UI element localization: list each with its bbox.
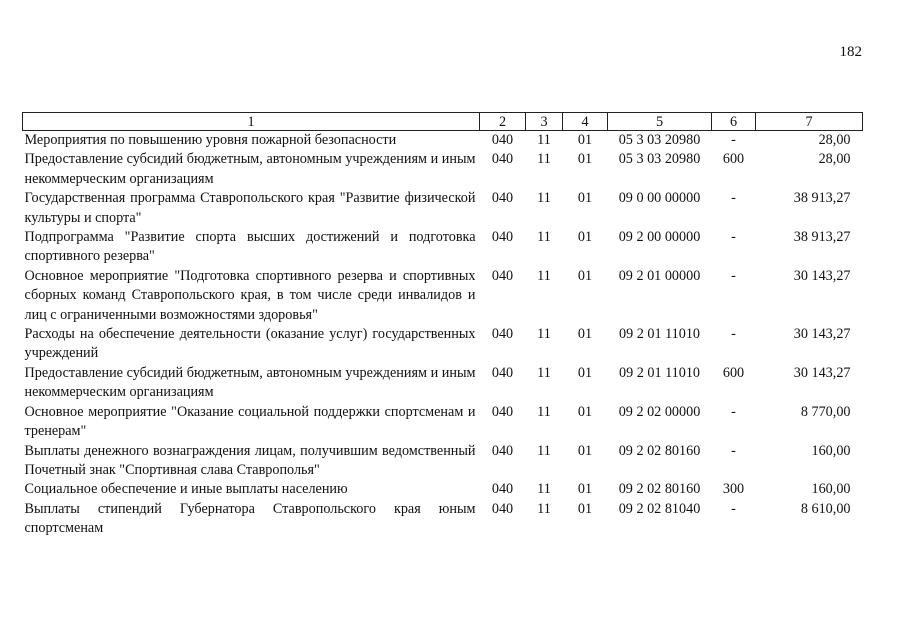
- table-header-row: [23, 113, 863, 131]
- row-section-code: 11: [537, 151, 551, 168]
- row-expense-type: -: [731, 132, 736, 148]
- column-header-1: 1: [23, 113, 480, 131]
- row-amount: 30 143,27: [793, 364, 851, 381]
- table-row: [23, 442, 863, 481]
- row-department-code: 040: [491, 229, 514, 246]
- row-amount: 8 610,00: [800, 500, 851, 517]
- table-row: [23, 150, 863, 189]
- row-target-article: 09 2 02 80160: [618, 442, 701, 459]
- column-header-7: 7: [756, 113, 863, 131]
- row-section-code: 11: [537, 481, 551, 498]
- row-subsection-code: 01: [577, 229, 593, 246]
- row-expense-type: -: [731, 267, 736, 284]
- row-amount: 30 143,27: [793, 267, 851, 284]
- row-department-code: 040: [491, 500, 514, 517]
- row-amount: 28,00: [818, 132, 851, 148]
- row-section-code: 11: [537, 132, 551, 148]
- row-amount: 160,00: [811, 481, 851, 498]
- row-expense-type: 600: [722, 151, 745, 168]
- column-header-3: 3: [526, 113, 563, 131]
- row-amount: 38 913,27: [793, 229, 851, 246]
- row-subsection-code: 01: [577, 267, 593, 284]
- column-header-6: 6: [712, 113, 756, 131]
- row-section-code: 11: [537, 267, 551, 284]
- row-section-code: 11: [537, 190, 551, 207]
- row-expense-type: -: [731, 190, 736, 207]
- row-subsection-code: 01: [577, 364, 593, 381]
- table-row: [23, 189, 863, 228]
- table-row: [23, 403, 863, 442]
- row-description: Предоставление субсидий бюджетным, автономным учреждениям и иным некоммерческим организациям: [24, 151, 476, 187]
- row-target-article: 09 2 02 80160: [618, 481, 701, 498]
- row-amount: 8 770,00: [800, 403, 851, 420]
- row-department-code: 040: [491, 481, 514, 498]
- row-expense-type: -: [731, 500, 736, 517]
- row-subsection-code: 01: [577, 481, 593, 498]
- row-department-code: 040: [491, 151, 514, 168]
- row-description: Государственная программа Ставропольского края "Развитие физической культуры и спорта": [24, 190, 476, 226]
- table-row: [23, 228, 863, 267]
- row-department-code: 040: [491, 442, 514, 459]
- row-description: Выплаты денежного вознаграждения лицам, получившим ведомственный Почетный знак "Спортивная слава Ставрополья": [24, 442, 476, 478]
- row-subsection-code: 01: [577, 500, 593, 517]
- budget-table: [22, 112, 863, 539]
- row-target-article: 09 2 01 00000: [618, 267, 701, 284]
- column-header-5: 5: [608, 113, 712, 131]
- row-target-article: 05 3 03 20980: [618, 151, 701, 168]
- row-description: Предоставление субсидий бюджетным, автономным учреждениям и иным некоммерческим организациям: [24, 364, 476, 401]
- row-description: Социальное обеспечение и иные выплаты населению: [24, 481, 348, 498]
- row-subsection-code: 01: [577, 403, 593, 420]
- row-subsection-code: 01: [577, 190, 593, 207]
- row-expense-type: -: [731, 229, 736, 246]
- row-subsection-code: 01: [577, 442, 593, 459]
- row-expense-type: -: [731, 403, 736, 420]
- row-target-article: 09 2 02 81040: [618, 500, 701, 517]
- row-department-code: 040: [491, 190, 514, 207]
- table-row: [23, 131, 863, 151]
- column-header-2: 2: [480, 113, 526, 131]
- row-description: Мероприятия по повышению уровня пожарной безопасности: [24, 132, 397, 148]
- row-expense-type: -: [731, 442, 736, 459]
- row-description: Подпрограмма "Развитие спорта высших достижений и подготовка спортивного резерва": [24, 229, 476, 265]
- row-department-code: 040: [491, 326, 514, 343]
- page-number: 182: [839, 44, 862, 60]
- row-section-code: 11: [537, 442, 551, 459]
- row-amount: 30 143,27: [793, 326, 851, 343]
- table-row: [23, 500, 863, 539]
- table-body: [23, 131, 863, 539]
- row-target-article: 09 2 01 11010: [618, 364, 701, 381]
- row-expense-type: -: [731, 326, 736, 343]
- row-target-article: 09 2 01 11010: [618, 326, 701, 343]
- row-department-code: 040: [491, 132, 514, 148]
- row-description: Основное мероприятие "Оказание социальной поддержки спортсменам и тренерам": [24, 403, 476, 440]
- row-amount: 28,00: [818, 151, 851, 168]
- row-subsection-code: 01: [577, 326, 593, 343]
- row-department-code: 040: [491, 403, 514, 420]
- row-target-article: 05 3 03 20980: [618, 132, 701, 148]
- column-header-4: 4: [563, 113, 608, 131]
- row-target-article: 09 0 00 00000: [618, 190, 701, 207]
- table-row: [23, 267, 863, 325]
- row-description: Основное мероприятие "Подготовка спортивного резерва и спортивных сборных команд Ставропольского края, в том числе среди инвалидов и лиц с ограниченными возможностями здоровья": [24, 267, 476, 323]
- row-subsection-code: 01: [577, 151, 593, 168]
- row-expense-type: 300: [722, 481, 745, 498]
- row-section-code: 11: [537, 326, 551, 343]
- row-amount: 38 913,27: [793, 190, 851, 207]
- row-section-code: 11: [537, 500, 551, 517]
- row-amount: 160,00: [811, 442, 851, 459]
- row-target-article: 09 2 02 00000: [618, 403, 701, 420]
- table-row: [23, 325, 863, 364]
- row-target-article: 09 2 00 00000: [618, 229, 701, 246]
- row-expense-type: 600: [722, 364, 745, 381]
- row-department-code: 040: [491, 364, 514, 381]
- row-subsection-code: 01: [577, 132, 593, 148]
- row-description: Расходы на обеспечение деятельности (оказание услуг) государственных учреждений: [24, 326, 476, 362]
- row-description: Выплаты стипендий Губернатора Ставропольского края юным спортсменам: [24, 500, 476, 537]
- table-row: [23, 364, 863, 403]
- row-section-code: 11: [537, 229, 551, 246]
- row-section-code: 11: [537, 403, 551, 420]
- row-section-code: 11: [537, 364, 551, 381]
- row-department-code: 040: [491, 267, 514, 284]
- table-row: [23, 480, 863, 499]
